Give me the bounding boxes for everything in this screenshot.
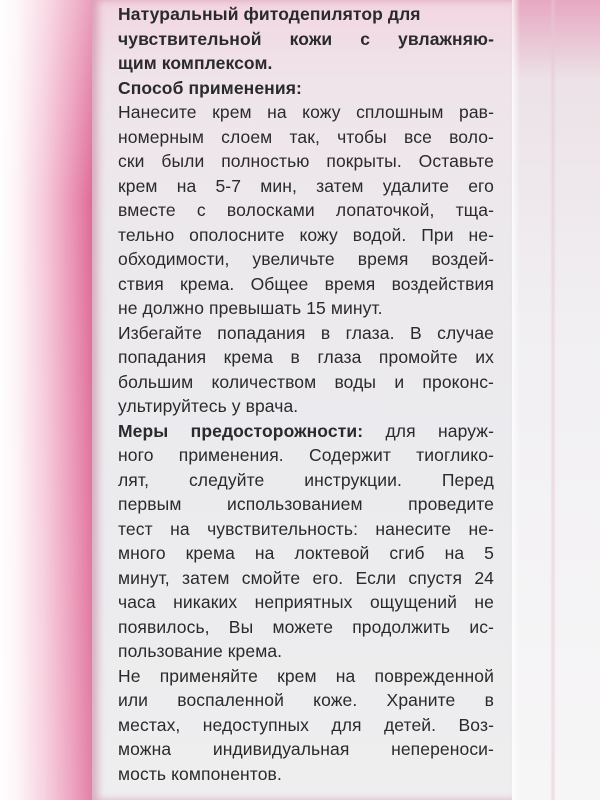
precautions-line: можна индивидуальная неперенoси- xyxy=(118,739,494,759)
precautions-line: тест на чувствительность: нанесите не- xyxy=(118,518,494,539)
precautions-line: минут, затем смойте его. Если спустя 24 xyxy=(118,567,494,588)
usage-line: попадания крема в глаза промойте их xyxy=(118,347,494,367)
precautions-line: пользование крема. xyxy=(118,641,283,661)
product-description-line-2: чувствительной кожи с увлажняю- xyxy=(118,28,494,49)
package-left-pink-strip xyxy=(0,0,100,800)
usage-line: номерным слоем так, чтобы все воло- xyxy=(118,126,494,147)
usage-line: не должно превышать 15 минут. xyxy=(118,298,383,318)
precautions-first-line-rest: для наруж- xyxy=(363,420,494,441)
usage-line: ствия крема. Общее время воздействия xyxy=(118,273,494,294)
usage-line: большим количеством воды и проконс- xyxy=(118,371,494,392)
product-description-line-1: Натуральный фитодепилятор для xyxy=(118,4,421,24)
precautions-line: местах, недоступных для детей. Воз- xyxy=(118,714,494,735)
usage-line: крем на 5-7 мин, затем удалите его xyxy=(118,175,494,196)
precautions-line: ного применения. Содержит тиоглико- xyxy=(118,445,494,465)
precautions-first-line xyxy=(118,419,494,444)
precautions-line: часа никаких неприятных ощущений не xyxy=(118,592,494,612)
usage-line: ски были полностью покрыты. Оставьте xyxy=(118,151,494,171)
usage-line: вместе с волосками лопаточкой, тща- xyxy=(118,200,494,220)
precautions-line: лят, следуйте инструкции. Перед xyxy=(118,469,494,490)
instructions-text-block xyxy=(118,0,494,786)
precautions-line: первым использованием проведите xyxy=(118,494,494,514)
package-right-edge xyxy=(512,0,600,800)
product-description-line-3: щим комплексом. xyxy=(118,53,273,73)
precautions-line: появилось, Вы можете продолжить ис- xyxy=(118,616,494,637)
precautions-line: много крема на локтевой сгиб на 5 xyxy=(118,543,494,563)
precautions-line: или воспаленной коже. Храните в xyxy=(118,690,494,710)
usage-line: обходимости, увеличьте время воздей- xyxy=(118,249,494,269)
usage-line: тельно ополосните кожу водой. При не- xyxy=(118,224,494,245)
usage-heading: Способ применения: xyxy=(118,77,302,98)
precautions-heading: Меры предосторожности: xyxy=(118,420,364,441)
usage-line: Нанесите крем на кожу сплошным рав- xyxy=(118,102,494,122)
precautions-line: Не применяйте крем на поврежденной xyxy=(118,665,494,686)
usage-line: ультируйтесь у врача. xyxy=(118,396,299,416)
precautions-line: мость компонентов. xyxy=(118,763,282,784)
usage-line: Избегайте попадания в глаза. В случае xyxy=(118,322,494,343)
